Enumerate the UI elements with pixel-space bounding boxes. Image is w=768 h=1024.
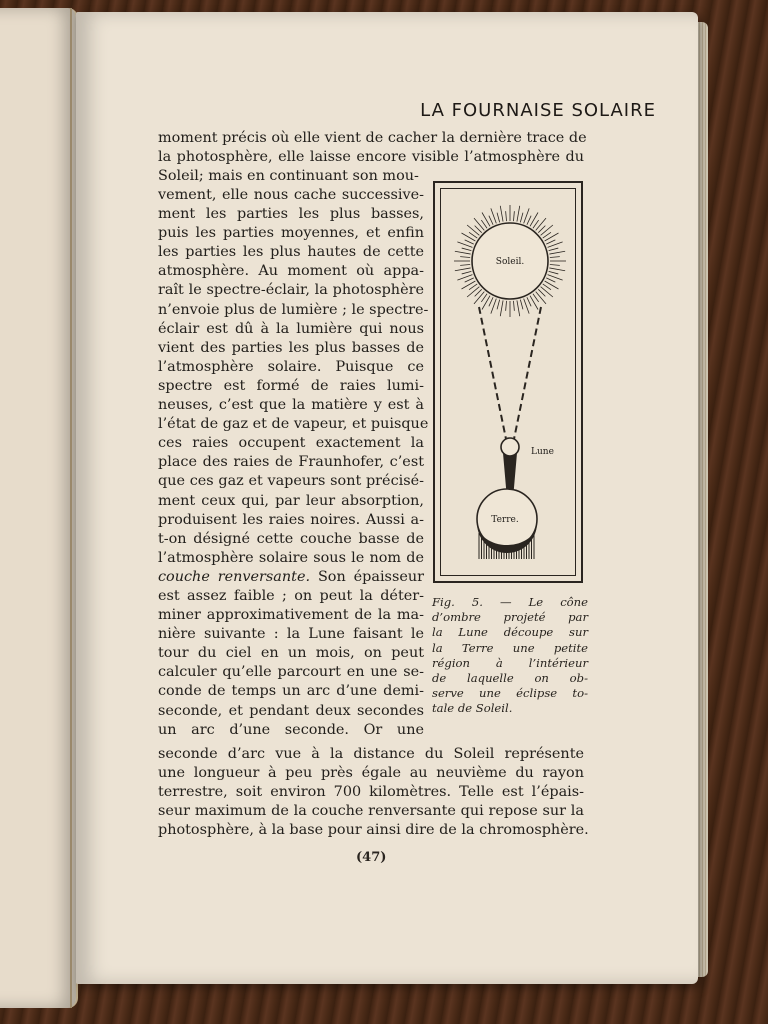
sun-ray	[462, 248, 472, 251]
intro-text	[158, 129, 587, 186]
sun-ray	[506, 211, 507, 221]
sun-ray	[500, 300, 503, 316]
sun-ray	[460, 257, 470, 258]
text-line: que ces gaz et vapeurs sont précisé-	[158, 473, 424, 490]
text-line: l’atmosphère solaire sous le nom de	[158, 549, 424, 566]
caption-line: serve une éclipse to-	[432, 686, 588, 701]
sun-ray	[475, 226, 482, 233]
text-line: un arc d’une seconde. Or une	[158, 721, 424, 738]
page-number: (47)	[356, 850, 387, 865]
sun-ray	[550, 264, 560, 265]
sun-ray	[513, 301, 514, 311]
text-line: calculer qu’elle parcourt en une se-	[158, 664, 424, 681]
sun-ray	[465, 240, 474, 244]
moon-disc	[501, 438, 519, 456]
text-line: neuses, c’est que la matière y est à	[158, 397, 424, 414]
caption-line: la Lune découpe sur	[432, 625, 588, 640]
sun-ray	[543, 232, 551, 238]
sun-ray	[546, 278, 555, 282]
sun-ray	[530, 213, 538, 227]
caption-line: région à l’intérieur	[432, 655, 588, 670]
figure-caption	[432, 595, 588, 717]
sun-ray	[455, 251, 471, 254]
text-line: nière suivante : la Lune faisant le	[158, 626, 424, 643]
sun-ray	[462, 281, 476, 289]
text-line: est assez faible ; on peut la déter-	[158, 587, 424, 604]
shadow-cone-right	[514, 307, 541, 439]
sun-ray	[549, 271, 559, 274]
left-page	[0, 8, 78, 1008]
text-line: vient des parties les plus basses de	[158, 339, 424, 356]
sun-ray	[538, 226, 545, 233]
sun-ray	[481, 294, 487, 302]
sun-ray	[533, 220, 539, 228]
sun-ray	[482, 213, 490, 227]
sun-ray	[520, 300, 523, 310]
sun-ray	[467, 287, 479, 297]
text-line: seur maximum de la couche renversante qui repose sur la	[158, 803, 584, 820]
sun-ray	[489, 297, 493, 306]
caption-line: de laquelle on ob-	[432, 670, 588, 685]
text-line: conde de temps un arc d’une demi-	[158, 683, 424, 700]
sun-ray	[546, 240, 555, 244]
text-line: place des raies de Fraunhofer, c’est	[158, 454, 424, 471]
sun-ray	[462, 233, 476, 241]
text-line: photosphère, à la base pour ainsi dire de la chromosphère.	[158, 822, 589, 839]
text-line: n’envoie plus de lumière ; le spectre-	[158, 301, 429, 318]
sun-ray	[543, 284, 551, 290]
sun-ray	[465, 278, 474, 282]
sun-ray	[500, 206, 503, 222]
text-line: les parties les plus hautes de cette	[158, 244, 424, 261]
sun-ray	[481, 220, 487, 228]
text-line-italic-term	[158, 568, 424, 587]
term-rest: Son épaisseur	[310, 568, 424, 585]
caption-line: d’ombre projeté par	[432, 610, 588, 625]
text-line: l’état de gaz et de vapeur, et puisque	[158, 416, 429, 433]
text-line: l’atmosphère solaire. Puisque ce	[158, 358, 424, 375]
text-line: ment ceux qui, par leur absorption,	[158, 492, 424, 509]
sun-ray	[520, 213, 523, 223]
sun-ray	[549, 248, 559, 251]
text-line: miner approximativement de la ma-	[158, 607, 424, 624]
text-line: ces raies occupent exactement la	[158, 435, 424, 452]
sun-ray	[536, 218, 546, 230]
earth-label: Terre.	[491, 515, 519, 525]
sun-ray	[462, 271, 472, 274]
text-line: produisent les raies noires. Aussi a-	[158, 511, 424, 528]
sun-ray	[549, 251, 565, 254]
text-line: Soleil; mais en continuant son mou-	[158, 168, 419, 185]
eclipse-diagram	[435, 183, 585, 585]
sun-ray	[530, 296, 538, 310]
text-line: seconde, et pendant deux secondes	[158, 702, 424, 719]
closing-text	[158, 745, 589, 840]
sun-ray	[506, 301, 507, 311]
text-line: raît le spectre-éclair, la photosphère	[158, 282, 424, 299]
sun-ray	[541, 287, 553, 297]
sun-ray	[475, 289, 482, 296]
text-line: tour du ciel en un mois, on peut	[158, 645, 424, 662]
text-line: spectre est formé de raies lumi-	[158, 377, 424, 394]
caption-line: tale de Soleil.	[432, 701, 513, 716]
sun-label: Soleil.	[495, 257, 525, 267]
sun-ray	[469, 284, 477, 290]
moon-label: Lune	[531, 447, 554, 457]
caption-line: Fig. 5. — Le cône	[432, 595, 588, 609]
sun-ray	[550, 257, 560, 258]
sun-ray	[489, 216, 493, 225]
sun-ray	[549, 268, 565, 271]
sun-ray	[517, 206, 520, 222]
text-line: atmosphère. Au moment où appa-	[158, 263, 424, 280]
sun-ray	[482, 296, 490, 310]
italic-term: couche renversante.	[158, 568, 311, 585]
sun-ray	[527, 297, 531, 306]
text-line: seconde d’arc vue à la distance du Soleil représente	[158, 746, 584, 762]
sun-ray	[533, 294, 539, 302]
left-page-edge	[70, 8, 72, 1008]
text-line: la photosphère, elle laisse encore visible l’atmosphère du	[158, 149, 584, 166]
running-header: LA FOURNAISE SOLAIRE	[420, 100, 656, 121]
text-line: moment précis où elle vient de cacher la dernière trace de	[158, 130, 587, 146]
sun-ray	[455, 268, 471, 271]
eclipse-figure	[433, 181, 583, 583]
sun-ray	[474, 218, 484, 230]
sun-ray	[467, 225, 479, 235]
sun-ray	[527, 216, 531, 225]
sun-ray	[497, 213, 500, 223]
text-line: une longueur à peu près égale au neuvième du rayon	[158, 765, 584, 782]
text-line: vement, elle nous cache successive-	[158, 187, 424, 203]
text-line: ment les parties les plus basses,	[158, 206, 424, 223]
sun-ray	[513, 211, 514, 221]
sun-ray	[545, 281, 559, 289]
text-line: t-on désigné cette couche basse de	[158, 530, 424, 547]
sun-ray	[460, 264, 470, 265]
caption-line: la Terre une petite	[432, 640, 588, 655]
sun-ray	[538, 289, 545, 296]
sun-ray	[541, 225, 553, 235]
text-line: éclair est dû à la lumière qui nous	[158, 320, 424, 337]
text-line: terrestre, soit environ 700 kilomètres. Telle est l’épais-	[158, 784, 584, 801]
sun-ray	[474, 292, 484, 304]
sun-ray	[517, 300, 520, 316]
column-text	[158, 186, 429, 740]
sun-ray	[469, 232, 477, 238]
sun-ray	[536, 292, 546, 304]
text-line: puis les parties moyennes, et enfin	[158, 225, 424, 242]
sun-ray	[497, 300, 500, 310]
shadow-cone-left	[479, 307, 506, 439]
sun-ray	[545, 233, 559, 241]
